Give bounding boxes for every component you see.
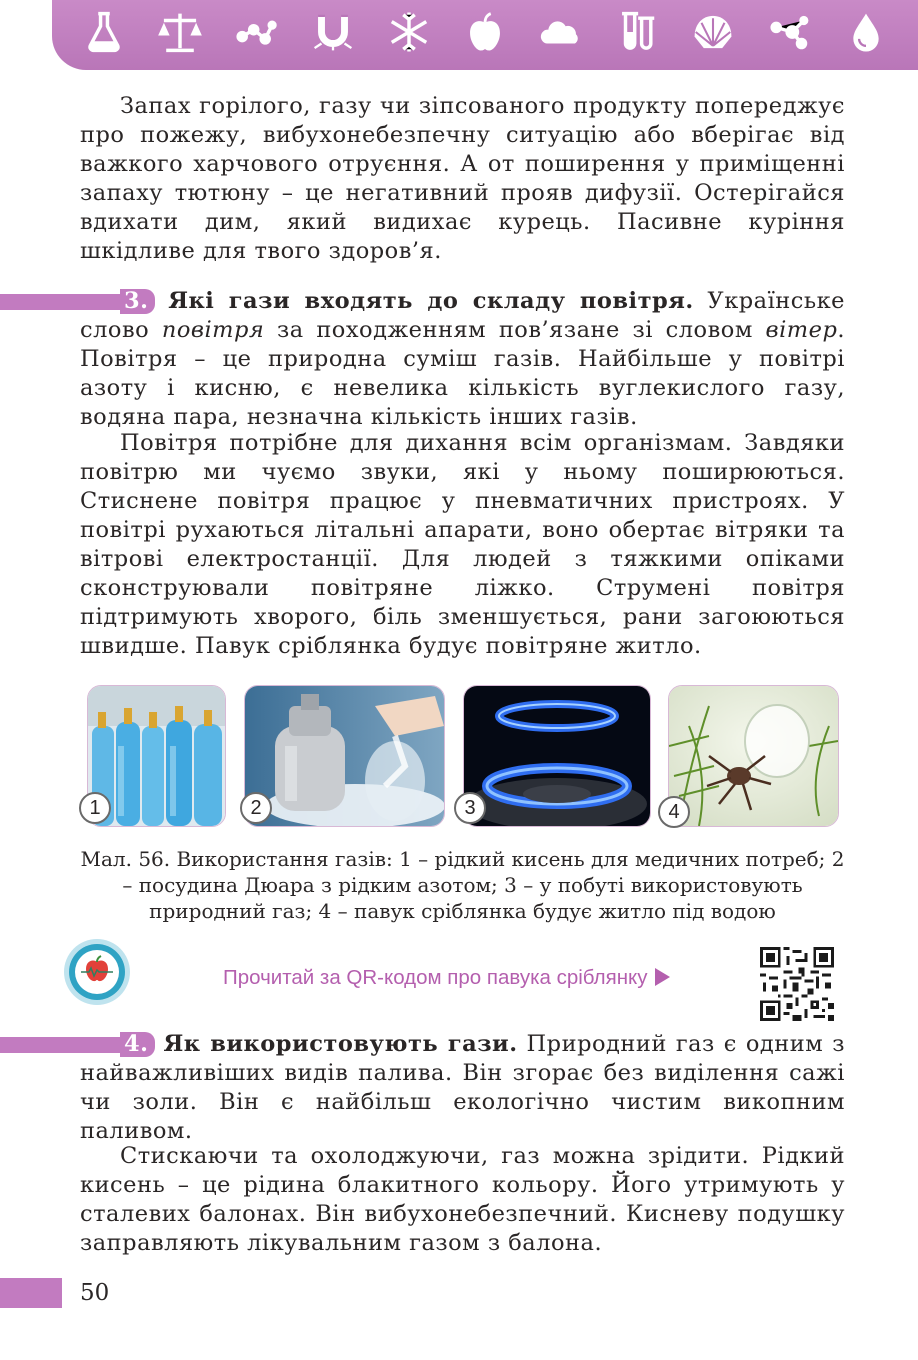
- atom-bond-icon: [767, 9, 813, 55]
- word-povitria: повітря: [161, 317, 265, 343]
- qr-link[interactable]: [223, 966, 670, 990]
- section-4-paragraph-1-first-line: [80, 1030, 845, 1146]
- test-tubes-icon: [614, 9, 660, 55]
- section-3-heading: Які гази входять до складу повітря.: [168, 288, 694, 314]
- photo-number-2: 2: [240, 792, 272, 824]
- qr-code-icon[interactable]: [760, 946, 834, 1022]
- qr-link-text: Прочитай за QR-кодом про павука сріблянку: [223, 966, 648, 989]
- word-viter: вітер: [765, 317, 838, 343]
- header-band: [52, 0, 918, 70]
- play-arrow-icon: [655, 968, 670, 986]
- cloud-icon: [538, 9, 584, 55]
- photo-gas-burner: [463, 685, 651, 827]
- section-3-number: 3.: [120, 289, 155, 314]
- section-4-paragraph-2: Стискаючи та охолоджуючи, газ можна зрідити. Рідкий кисень – це рідина блакитного кольору. Його утримують у сталевих балонах. Він вибухонебезпечний. Кисневу подушку заправляють лікувальним газом з балона.: [80, 1143, 845, 1256]
- figure-caption: Мал. 56. Використання газів: 1 – рідкий кисень для медичних потреб; 2 – посудина Дюара з рідким азотом; 3 – у побуті використовують природний газ; 4 – павук сріблянка будує житло під водою: [80, 847, 845, 923]
- section-4-number: 4.: [120, 1032, 155, 1057]
- photo-dewar-flask: [244, 685, 445, 827]
- snowflake-icon: [386, 9, 432, 55]
- section-4-text: Природний газ є одним з найважливіших видів палива. Він згорає без виділення сажі чи золи. Він є найбільш екологічно чистим викопним паливом.: [80, 1031, 845, 1144]
- page-number: 50: [80, 1280, 110, 1306]
- section-3-text-b: за походженням пов’язане зі словом: [264, 317, 766, 343]
- apple-icon: [462, 9, 508, 55]
- header-icons: [52, 0, 918, 64]
- drop-icon: [843, 9, 889, 55]
- section-3-text-c: . Повітря – це природна суміш газів. Найбільше у повітрі азоту і кисню, є невелика кількість вуглекислого газу, водяна пара, незначна кількість інших газів.: [80, 317, 846, 430]
- section-3-text-a: Українське слово: [80, 288, 845, 343]
- photo-water-spider: [668, 685, 839, 827]
- page-tab: [0, 1278, 62, 1308]
- section-3-paragraph-2: Повітря потрібне для дихання всім організмам. Завдяки повітрю ми чуємо звуки, які у ньому поширюються. Стиснене повітря працює у пневматичних пристроях. У повітрі рухаються літальні апарати, воно обертає вітряки та вітрові електростанції. Для людей з тяжкими опіками сконструювали повітряне ліжко. Струмені повітря підтримують хворого, біль зменшується, рани загоюються швидше. Павук сріблянка будує повітряне житло.: [80, 430, 845, 659]
- molecule-icon: [233, 9, 279, 55]
- heart-apple-logo-icon: [63, 938, 131, 1006]
- shell-icon: [690, 9, 736, 55]
- photo-number-1: 1: [79, 792, 111, 824]
- section-3-paragraph-1: [80, 287, 845, 432]
- flask-icon: [81, 9, 127, 55]
- scales-icon: [157, 9, 203, 55]
- photo-number-4: 4: [658, 796, 690, 828]
- intro-paragraph: Запах горілого, газу чи зіпсованого продукту попереджує про пожежу, вибухонебезпечну ситуацію або вберігає від важкого харчового отруєння. А от поширення у приміщенні запаху тютюну – це негативний прояв дифузії. Остерігайся вдихати дим, який видихає курець. Пасивне куріння шкідливе для твого здоров’я.: [80, 93, 845, 264]
- photo-number-3: 3: [454, 792, 486, 824]
- magnet-icon: [310, 9, 356, 55]
- section-4-heading: Як використовують гази.: [163, 1031, 518, 1057]
